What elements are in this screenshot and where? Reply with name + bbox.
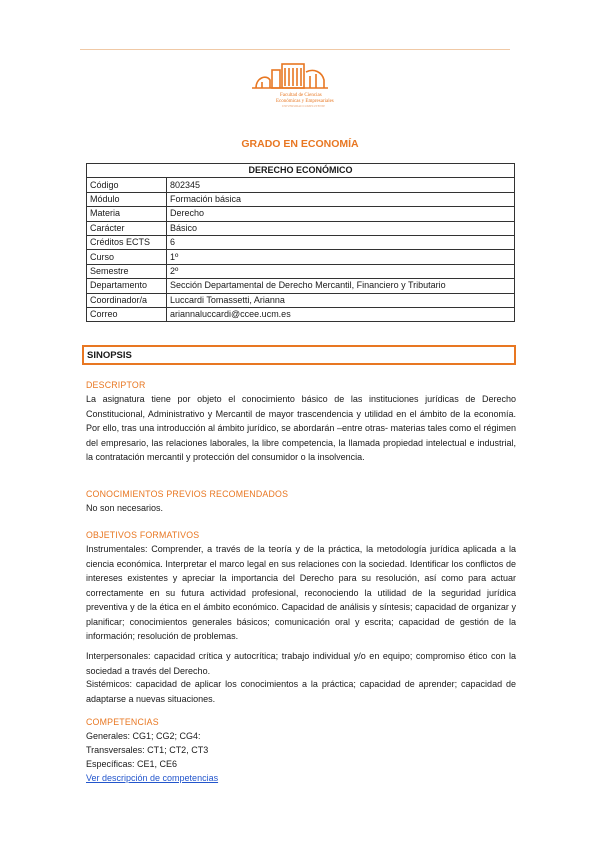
table-row: Curso 1º	[87, 250, 515, 264]
svg-text:Facultad de Ciencias: Facultad de Ciencias	[280, 93, 322, 98]
table-row: Correo ariannaluccardi@ccee.ucm.es	[87, 307, 515, 321]
svg-text:Económicas y Empresariales: Económicas y Empresariales	[276, 99, 334, 104]
faculty-logo	[248, 58, 348, 110]
sinopsis-heading: SINOPSIS	[87, 350, 132, 361]
objectives-title: OBJETIVOS FORMATIVOS	[86, 530, 200, 540]
table-row: Código 802345	[87, 178, 515, 192]
table-row: Módulo Formación básica	[87, 192, 515, 206]
course-title: DERECHO ECONÓMICO	[87, 164, 515, 178]
descriptor-title: DESCRIPTOR	[86, 380, 146, 390]
table-row: Departamento Sección Departamental de Derecho Mercantil, Financiero y Tributario	[87, 279, 515, 293]
competencies-general: Generales: CG1; CG2; CG4:	[86, 731, 201, 741]
svg-text:UNIVERSIDAD COMPLUTENSE: UNIVERSIDAD COMPLUTENSE	[282, 104, 326, 108]
competencies-specific: Específicas: CE1, CE6	[86, 759, 178, 769]
objectives-interpersonal: Interpersonales: capacidad crítica y autocrítica; trabajo individual y/o en equipo; compromiso ético con la sociedad a través del Derecho.	[86, 651, 516, 676]
sinopsis-header	[82, 345, 516, 365]
table-row: Coordinador/a Luccardi Tomassetti, Arianna	[87, 293, 515, 307]
competencies-title: COMPETENCIAS	[86, 717, 159, 727]
objectives-systemic: Sistémicos: capacidad de aplicar los conocimientos a la práctica; capacidad de aprender; capacidad de adaptarse a nuevas situaciones.	[86, 679, 516, 704]
competencies-transversal: Transversales: CT1; CT2, CT3	[86, 745, 209, 755]
table-row: Créditos ECTS 6	[87, 235, 515, 249]
descriptor-text: La asignatura tiene por objeto el conocimiento básico de las instituciones jurídicas de Derecho Constitucional, Administrativo y Mercantil de mayor trascendencia y utilidad en el ámbito de la economía. Por ello, tras una introducción al ámbito jurídico, se abordarán –entre otras- materias tales como el régimen del empresario, las relaciones laborales, la libre competencia, la llamada propiedad intelectual e industrial, la contratación mercantil y protección del consumidor o la insolvencia.	[86, 394, 516, 462]
course-info-table	[86, 163, 515, 322]
prev-knowledge-text: No son necesarios.	[86, 503, 164, 513]
objectives-instrumental: Instrumentales: Comprender, a través de la teoría y de la práctica, la metodología jurídica aplicada a la ciencia económica. Interpretar el marco legal en sus relaciones con la sociedad. Identificar los conflictos de intereses existentes y apreciar la importancia del Derecho para su resolución, así como para actuar correctamente en su futura actividad profesional, reconociendo la utilidad de la seguridad jurídica preventiva y de la ética en el ámbito económico. Capacidad de análisis y síntesis; capacidad de organizar y planificar; conocimientos generales básicos; comunicación oral y escrita; capacidad de gestión de la información; resolución de problemas.	[86, 544, 516, 641]
table-row: Semestre 2º	[87, 264, 515, 278]
competencies-description-link[interactable]: Ver descripción de competencias	[86, 773, 219, 783]
prev-knowledge-title: CONOCIMIENTOS PREVIOS RECOMENDADOS	[86, 489, 289, 499]
table-row: Carácter Básico	[87, 221, 515, 235]
degree-title: GRADO EN ECONOMÍA	[241, 138, 359, 150]
email-value: ariannaluccardi@ccee.ucm.es	[167, 307, 515, 321]
table-row: Materia Derecho	[87, 207, 515, 221]
header-divider	[80, 49, 510, 50]
